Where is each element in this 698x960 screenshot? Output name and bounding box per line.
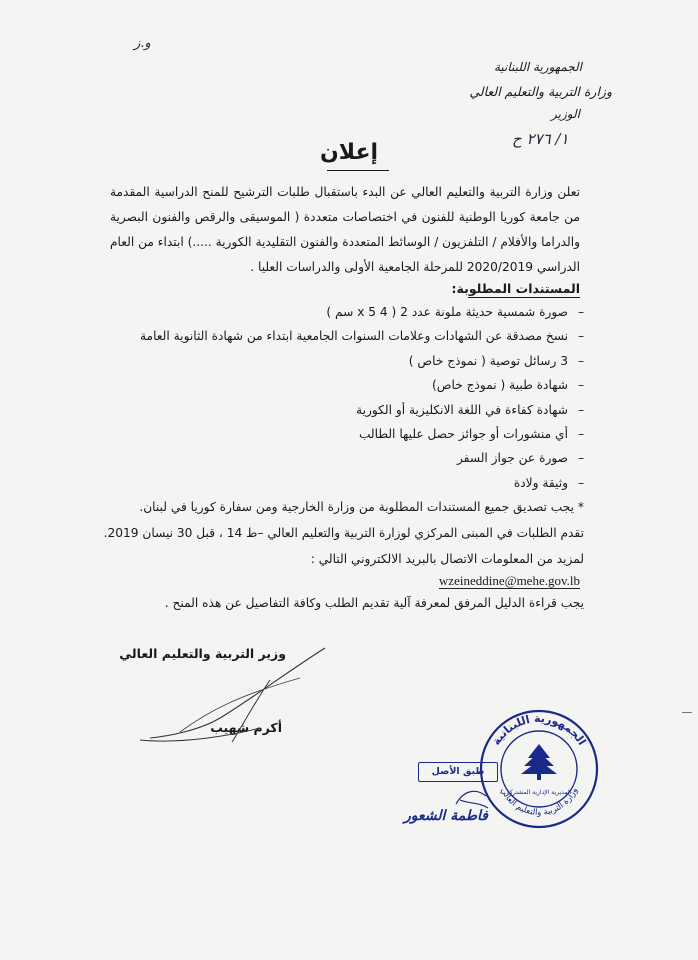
stamp-top-text: الجمهورية اللبنانية	[489, 711, 589, 748]
list-item: –شهادة كفاءة في اللغة الانكليزية أو الكورية	[356, 402, 585, 417]
margin-mark	[682, 712, 692, 713]
intro-paragraph: تعلن وزارة التربية والتعليم العالي عن البدء باستقبال طلبات الترشيح للمنح الدراسية المقدمة من جامعة كوريا الوطنية للفنون في اختصاصات متعددة ( الموسيقى والرقص والفنون البصرية والدراما والأفلام / التلفزيون / الوسائط المتعددة والفنون التقليدية الكورية .....) ابتداء من العام الدراسي 2020/2019 للمرحلة الجامعية الأولى والدراسات العليا .	[110, 185, 580, 274]
republic-label: الجمهورية اللبنانية	[493, 60, 582, 74]
stamp-inner-text: المديرية الإدارية المشتركة	[506, 789, 572, 796]
certify-note: * يجب تصديق جميع المستندات المطلوبة من وزارة الخارجية ومن سفارة كوريا في لبنان.	[139, 500, 584, 514]
page-title: إعلان	[319, 140, 379, 165]
list-item: –صورة عن جواز السفر	[456, 451, 585, 466]
handwritten-signature	[120, 640, 330, 750]
initials: و.ز	[134, 36, 151, 51]
ministry-label: وزارة التربية والتعليم العالي	[469, 84, 612, 99]
submit-note: تقدم الطلبات في المبنى المركزي لوزارة التربية والتعليم العالي –ط 14 ، قبل 30 نيسان 2019.	[103, 526, 584, 540]
documents-heading: المستندات المطلوبة:	[451, 281, 580, 296]
reference-number: ١/ ٢٧٦ ح	[512, 130, 569, 148]
clerk-signature: فاطمة الشعور	[404, 808, 488, 824]
list-item: –نسخ مصدقة عن الشهادات وعلامات السنوات الجامعية ابتداء من شهادة الثانوية العامة	[140, 329, 585, 344]
documents-heading-underline	[468, 297, 580, 298]
contact-note: لمزيد من المعلومات الاتصال بالبريد الالكتروني التالي :	[310, 552, 584, 566]
list-item: –صورة شمسية حديثة ملونة عدد 2 ( 4 x 5 سم )	[326, 305, 585, 319]
title-underline	[327, 170, 389, 171]
email-link[interactable]: wzeineddine@mehe.gov.lb	[438, 573, 580, 588]
cedar-icon	[521, 744, 557, 780]
signatory-name: أكرم شهيب	[210, 720, 282, 735]
list-item: –شهادة طبية ( نموذج خاص)	[432, 378, 585, 393]
list-item: –3 رسائل توصية ( نموذج خاص )	[408, 353, 585, 368]
list-item: –وثيقة ولادة	[513, 475, 585, 490]
stamp-bottom-text: وزارة التربية والتعليم العالي	[498, 786, 580, 819]
true-copy-stamp: طبق الأصل	[418, 762, 498, 782]
signatory-title: وزير التربية والتعليم العالي	[119, 646, 286, 661]
minister-label: الوزير	[551, 107, 580, 121]
svg-text:الجمهورية اللبنانية	[490, 712, 589, 748]
documents-list	[140, 300, 594, 495]
list-item: –أي منشورات أو جوائز حصل عليها الطالب	[358, 426, 585, 441]
guide-note: يجب قراءة الدليل المرفق لمعرفة آلية تقديم الطلب وكافة التفاصيل عن هذه المنح .	[164, 596, 584, 610]
